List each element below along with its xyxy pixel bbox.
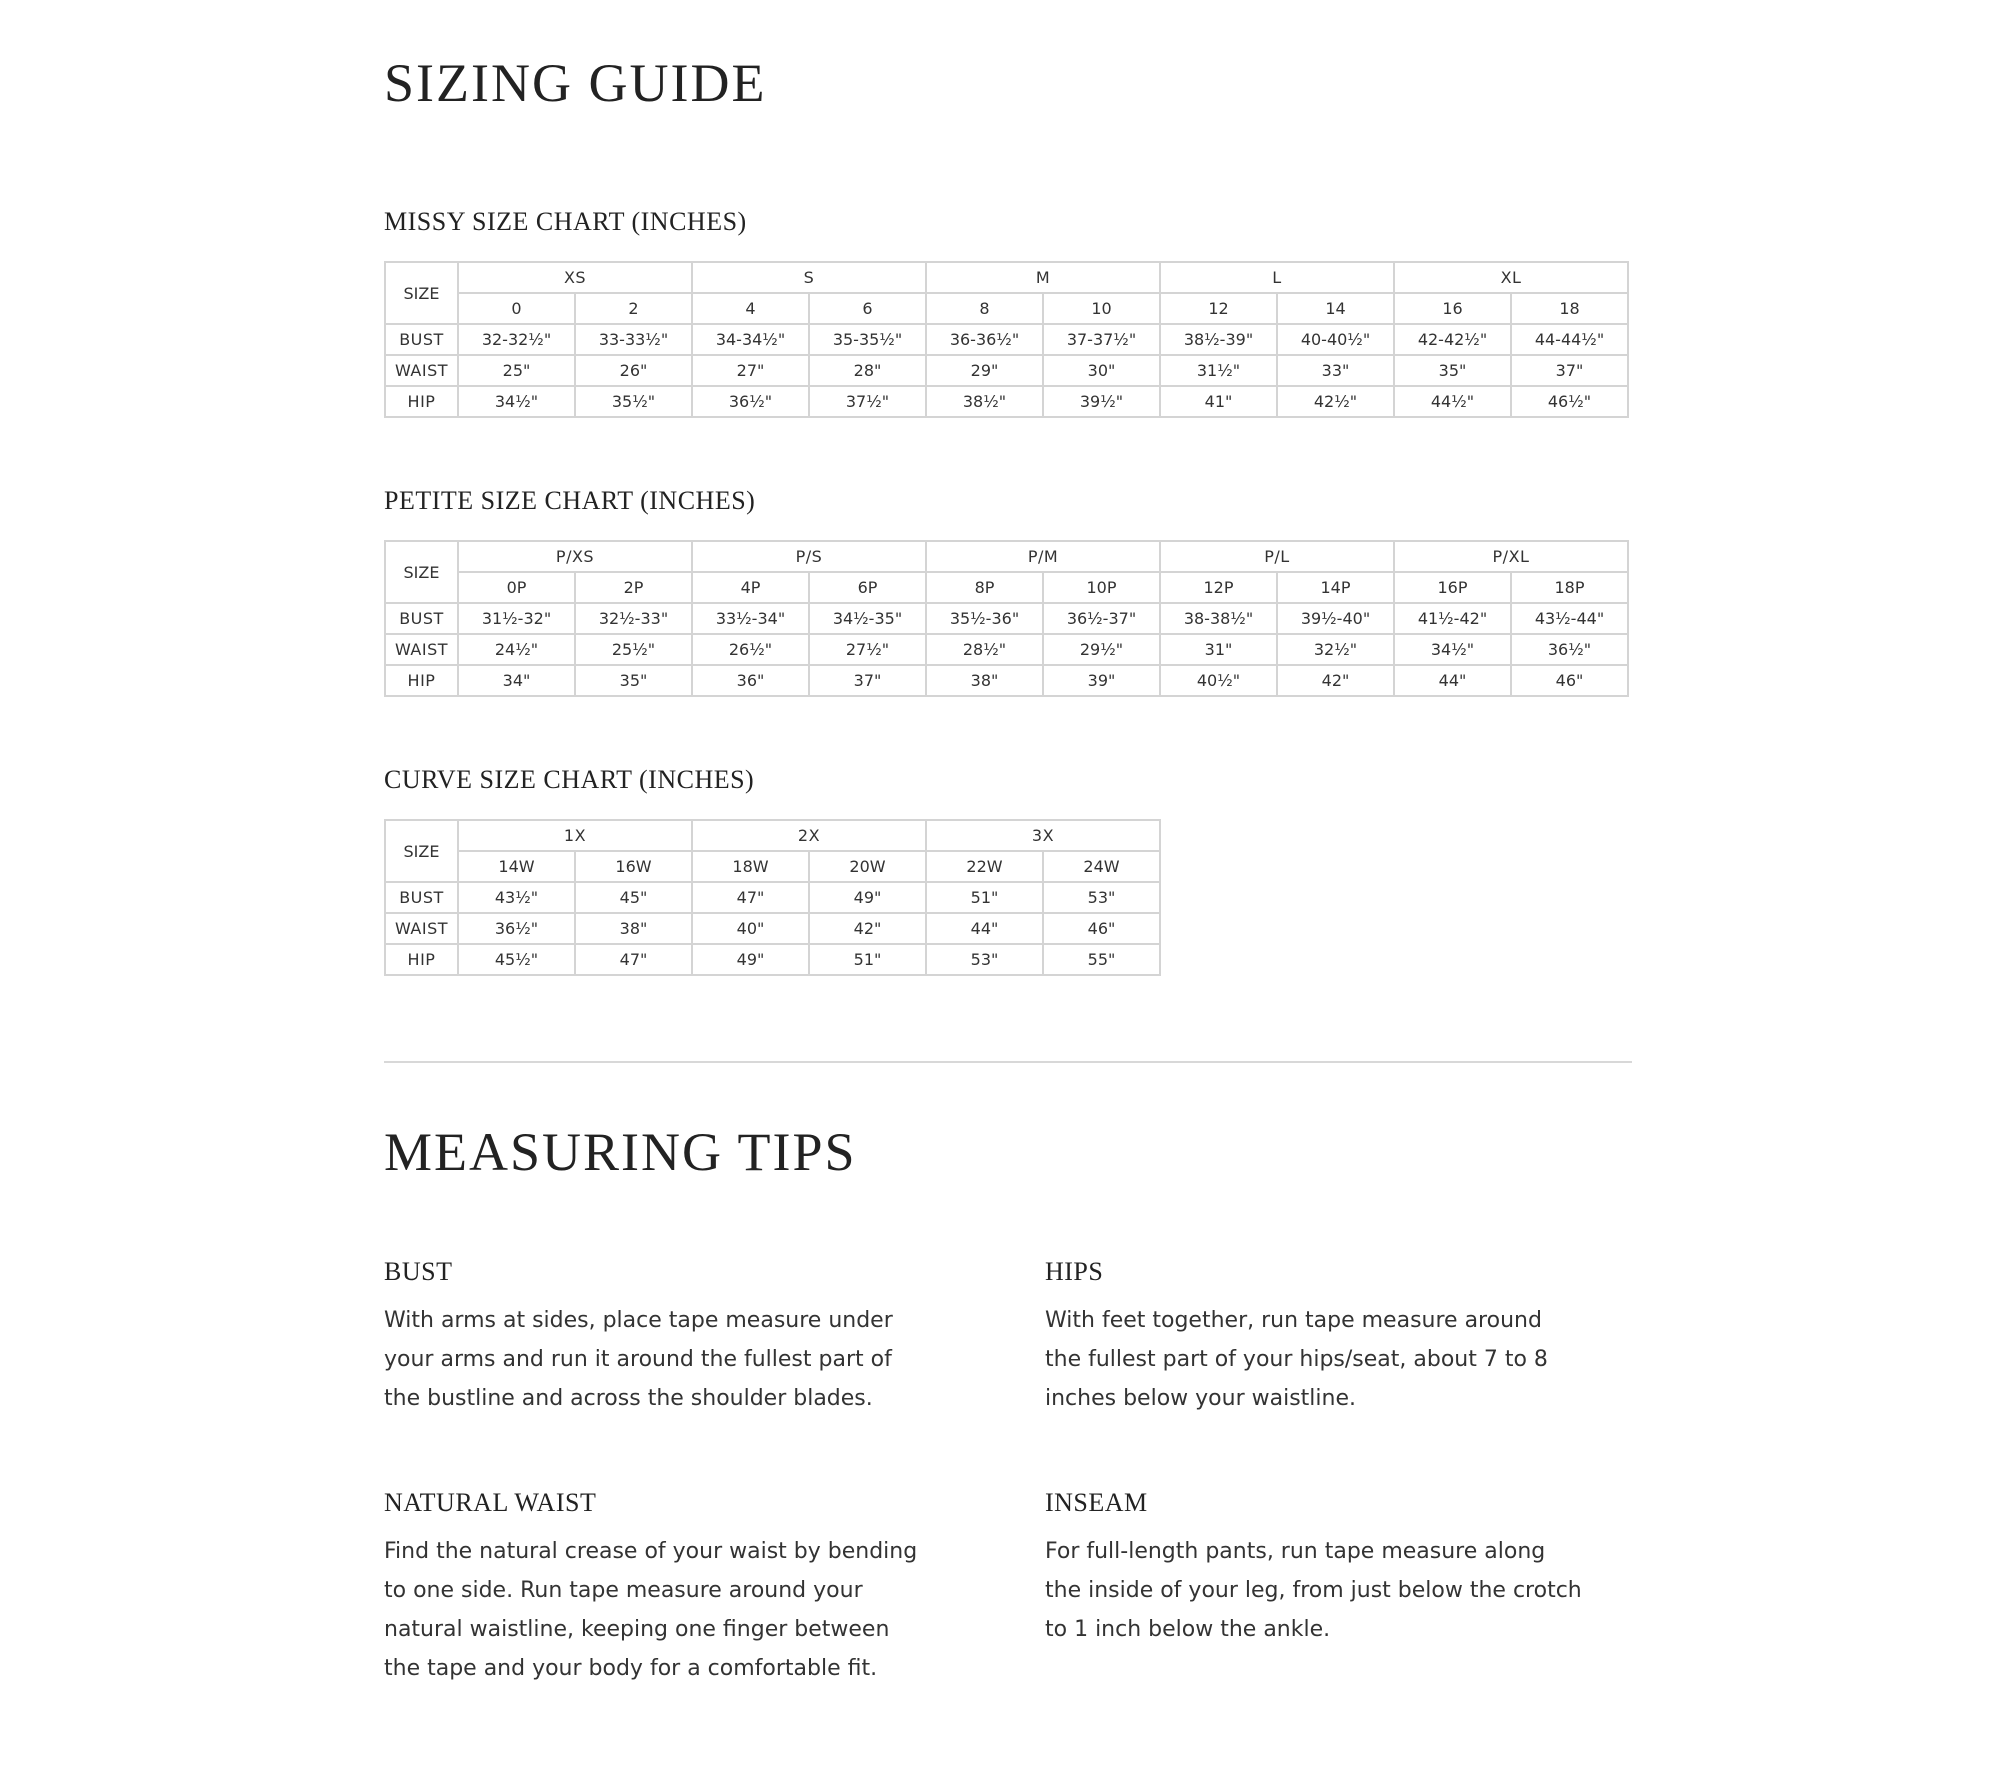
tip-natural-waist bbox=[384, 1488, 944, 1688]
measurement-value-cell: 40" bbox=[692, 913, 809, 944]
size-number-cell: 6 bbox=[809, 293, 926, 324]
size-group-cell: M bbox=[926, 262, 1160, 293]
measurement-value-cell: 39½" bbox=[1043, 386, 1160, 417]
measurement-value-cell: 25" bbox=[458, 355, 575, 386]
measurement-value-cell: 40-40½" bbox=[1277, 324, 1394, 355]
measurement-label-cell: BUST bbox=[385, 603, 458, 634]
tip-text: Find the natural crease of your waist by bending to one side. Run tape measure around your natural waistline, keeping one finger between the tape and your body for a comfortable fit. bbox=[384, 1539, 918, 1681]
measurement-value-cell: 35" bbox=[1394, 355, 1511, 386]
size-number-cell: 16P bbox=[1394, 572, 1511, 603]
tip-text: With arms at sides, place tape measure under your arms and run it around the fullest part of the bustline and across the shoulder blades. bbox=[384, 1308, 893, 1411]
size-number-cell: 12P bbox=[1160, 572, 1277, 603]
size-group-cell: L bbox=[1160, 262, 1394, 293]
size-number-cell: 10P bbox=[1043, 572, 1160, 603]
table-row bbox=[385, 944, 1160, 975]
measurement-value-cell: 42" bbox=[809, 913, 926, 944]
table-row bbox=[385, 355, 1628, 386]
size-number-cell: 4P bbox=[692, 572, 809, 603]
measurement-value-cell: 53" bbox=[1043, 882, 1160, 913]
size-number-cell: 12 bbox=[1160, 293, 1277, 324]
measurement-value-cell: 39½-40" bbox=[1277, 603, 1394, 634]
measurement-value-cell: 33" bbox=[1277, 355, 1394, 386]
measurement-label-cell: HIP bbox=[385, 665, 458, 696]
measurement-value-cell: 51" bbox=[809, 944, 926, 975]
measurement-value-cell: 25½" bbox=[575, 634, 692, 665]
measurement-value-cell: 49" bbox=[692, 944, 809, 975]
size-number-cell: 14 bbox=[1277, 293, 1394, 324]
measurement-value-cell: 37½" bbox=[809, 386, 926, 417]
measurement-value-cell: 34½-35" bbox=[809, 603, 926, 634]
curve-size-table bbox=[384, 819, 1161, 976]
size-group-cell: 3X bbox=[926, 820, 1160, 851]
measurement-value-cell: 34½" bbox=[1394, 634, 1511, 665]
measurement-value-cell: 38-38½" bbox=[1160, 603, 1277, 634]
measurement-value-cell: 30" bbox=[1043, 355, 1160, 386]
size-group-cell: P/S bbox=[692, 541, 926, 572]
size-number-cell: 8 bbox=[926, 293, 1043, 324]
measurement-label-cell: HIP bbox=[385, 944, 458, 975]
size-group-cell: XL bbox=[1394, 262, 1628, 293]
measurement-value-cell: 55" bbox=[1043, 944, 1160, 975]
size-number-cell: 14W bbox=[458, 851, 575, 882]
size-number-cell: 14P bbox=[1277, 572, 1394, 603]
size-number-cell: 10 bbox=[1043, 293, 1160, 324]
measurement-value-cell: 36" bbox=[692, 665, 809, 696]
size-number-cell: 22W bbox=[926, 851, 1043, 882]
measurement-value-cell: 39" bbox=[1043, 665, 1160, 696]
size-number-cell: 18 bbox=[1511, 293, 1628, 324]
table-row bbox=[385, 386, 1628, 417]
tip-hips bbox=[1045, 1257, 1605, 1418]
measurement-value-cell: 43½-44" bbox=[1511, 603, 1628, 634]
measurement-value-cell: 38" bbox=[575, 913, 692, 944]
size-group-cell: P/XS bbox=[458, 541, 692, 572]
measurement-value-cell: 32½-33" bbox=[575, 603, 692, 634]
measurement-value-cell: 36½" bbox=[1511, 634, 1628, 665]
measurement-value-cell: 51" bbox=[926, 882, 1043, 913]
measurement-value-cell: 46" bbox=[1511, 665, 1628, 696]
measurement-value-cell: 34" bbox=[458, 665, 575, 696]
measurement-value-cell: 37-37½" bbox=[1043, 324, 1160, 355]
table-header-row bbox=[385, 262, 1628, 293]
tip-text: For full-length pants, run tape measure along the inside of your leg, from just below the crotch to 1 inch below the ankle. bbox=[1045, 1539, 1582, 1642]
size-number-cell: 0 bbox=[458, 293, 575, 324]
measurement-value-cell: 45½" bbox=[458, 944, 575, 975]
size-number-cell: 16W bbox=[575, 851, 692, 882]
measurement-value-cell: 36½" bbox=[458, 913, 575, 944]
size-number-cell: 16 bbox=[1394, 293, 1511, 324]
size-group-cell: S bbox=[692, 262, 926, 293]
sizing-guide-title: SIZING GUIDE bbox=[384, 53, 767, 113]
measurement-value-cell: 41½-42" bbox=[1394, 603, 1511, 634]
measurement-value-cell: 49" bbox=[809, 882, 926, 913]
size-group-cell: P/L bbox=[1160, 541, 1394, 572]
measurement-value-cell: 36½" bbox=[692, 386, 809, 417]
table-row bbox=[385, 634, 1628, 665]
size-number-cell: 18P bbox=[1511, 572, 1628, 603]
table-row bbox=[385, 603, 1628, 634]
size-number-cell: 20W bbox=[809, 851, 926, 882]
tip-heading: BUST bbox=[384, 1257, 453, 1286]
measurement-value-cell: 27½" bbox=[809, 634, 926, 665]
size-group-cell: P/M bbox=[926, 541, 1160, 572]
measurement-value-cell: 27" bbox=[692, 355, 809, 386]
measurement-label-cell: BUST bbox=[385, 882, 458, 913]
table-row bbox=[385, 913, 1160, 944]
measurement-value-cell: 44-44½" bbox=[1511, 324, 1628, 355]
tip-bust bbox=[384, 1257, 944, 1418]
size-group-cell: P/XL bbox=[1394, 541, 1628, 572]
measurement-value-cell: 42½" bbox=[1277, 386, 1394, 417]
size-number-cell: 2 bbox=[575, 293, 692, 324]
size-group-cell: 1X bbox=[458, 820, 692, 851]
table-row bbox=[385, 324, 1628, 355]
measurement-value-cell: 41" bbox=[1160, 386, 1277, 417]
measurement-value-cell: 37" bbox=[809, 665, 926, 696]
tip-text: With feet together, run tape measure around the fullest part of your hips/seat, about 7 to 8 inches below your waistline. bbox=[1045, 1308, 1548, 1411]
measurement-value-cell: 42-42½" bbox=[1394, 324, 1511, 355]
measurement-value-cell: 24½" bbox=[458, 634, 575, 665]
measurement-value-cell: 31" bbox=[1160, 634, 1277, 665]
measurement-value-cell: 32-32½" bbox=[458, 324, 575, 355]
table-subheader-row bbox=[385, 293, 1628, 324]
measurement-value-cell: 35-35½" bbox=[809, 324, 926, 355]
measurement-value-cell: 38½-39" bbox=[1160, 324, 1277, 355]
measurement-value-cell: 34-34½" bbox=[692, 324, 809, 355]
size-group-cell: XS bbox=[458, 262, 692, 293]
measurement-value-cell: 46" bbox=[1043, 913, 1160, 944]
table-subheader-row bbox=[385, 851, 1160, 882]
measurement-value-cell: 43½" bbox=[458, 882, 575, 913]
petite-size-table bbox=[384, 540, 1629, 697]
measurement-value-cell: 37" bbox=[1511, 355, 1628, 386]
size-number-cell: 2P bbox=[575, 572, 692, 603]
measurement-value-cell: 31½" bbox=[1160, 355, 1277, 386]
size-number-cell: 24W bbox=[1043, 851, 1160, 882]
measurement-value-cell: 47" bbox=[575, 944, 692, 975]
size-number-cell: 6P bbox=[809, 572, 926, 603]
size-header-cell: SIZE bbox=[385, 262, 458, 324]
measurement-label-cell: HIP bbox=[385, 386, 458, 417]
missy-size-table bbox=[384, 261, 1629, 418]
table-header-row bbox=[385, 820, 1160, 851]
size-number-cell: 18W bbox=[692, 851, 809, 882]
measurement-value-cell: 44½" bbox=[1394, 386, 1511, 417]
measurement-value-cell: 35" bbox=[575, 665, 692, 696]
tip-heading: NATURAL WAIST bbox=[384, 1488, 597, 1517]
measurement-label-cell: WAIST bbox=[385, 913, 458, 944]
tip-heading: HIPS bbox=[1045, 1257, 1104, 1286]
measurement-value-cell: 35½" bbox=[575, 386, 692, 417]
table-row bbox=[385, 665, 1628, 696]
measurement-label-cell: WAIST bbox=[385, 634, 458, 665]
tip-inseam bbox=[1045, 1488, 1605, 1649]
measurement-value-cell: 33-33½" bbox=[575, 324, 692, 355]
measurement-value-cell: 28½" bbox=[926, 634, 1043, 665]
measurement-value-cell: 45" bbox=[575, 882, 692, 913]
measurement-value-cell: 38" bbox=[926, 665, 1043, 696]
measurement-value-cell: 26" bbox=[575, 355, 692, 386]
table-row bbox=[385, 882, 1160, 913]
measurement-value-cell: 31½-32" bbox=[458, 603, 575, 634]
measurement-value-cell: 42" bbox=[1277, 665, 1394, 696]
measurement-value-cell: 36½-37" bbox=[1043, 603, 1160, 634]
measurement-value-cell: 40½" bbox=[1160, 665, 1277, 696]
tip-heading: INSEAM bbox=[1045, 1488, 1148, 1517]
size-group-cell: 2X bbox=[692, 820, 926, 851]
measurement-value-cell: 47" bbox=[692, 882, 809, 913]
measurement-value-cell: 29½" bbox=[1043, 634, 1160, 665]
size-number-cell: 4 bbox=[692, 293, 809, 324]
size-number-cell: 8P bbox=[926, 572, 1043, 603]
measurement-value-cell: 44" bbox=[926, 913, 1043, 944]
measurement-value-cell: 26½" bbox=[692, 634, 809, 665]
measurement-value-cell: 36-36½" bbox=[926, 324, 1043, 355]
size-number-cell: 0P bbox=[458, 572, 575, 603]
measurement-value-cell: 33½-34" bbox=[692, 603, 809, 634]
measurement-value-cell: 29" bbox=[926, 355, 1043, 386]
measurement-value-cell: 46½" bbox=[1511, 386, 1628, 417]
measurement-value-cell: 34½" bbox=[458, 386, 575, 417]
measurement-value-cell: 53" bbox=[926, 944, 1043, 975]
table-header-row bbox=[385, 541, 1628, 572]
measurement-label-cell: BUST bbox=[385, 324, 458, 355]
measurement-value-cell: 35½-36" bbox=[926, 603, 1043, 634]
table-subheader-row bbox=[385, 572, 1628, 603]
measurement-value-cell: 28" bbox=[809, 355, 926, 386]
measuring-tips-title: MEASURING TIPS bbox=[384, 1122, 857, 1182]
section-divider bbox=[384, 1061, 1632, 1063]
measurement-value-cell: 38½" bbox=[926, 386, 1043, 417]
measurement-value-cell: 44" bbox=[1394, 665, 1511, 696]
curve-chart-title: CURVE SIZE CHART (INCHES) bbox=[384, 765, 755, 794]
measurement-label-cell: WAIST bbox=[385, 355, 458, 386]
missy-chart-title: MISSY SIZE CHART (INCHES) bbox=[384, 207, 747, 236]
size-header-cell: SIZE bbox=[385, 541, 458, 603]
measurement-value-cell: 32½" bbox=[1277, 634, 1394, 665]
petite-chart-title: PETITE SIZE CHART (INCHES) bbox=[384, 486, 756, 515]
size-header-cell: SIZE bbox=[385, 820, 458, 882]
